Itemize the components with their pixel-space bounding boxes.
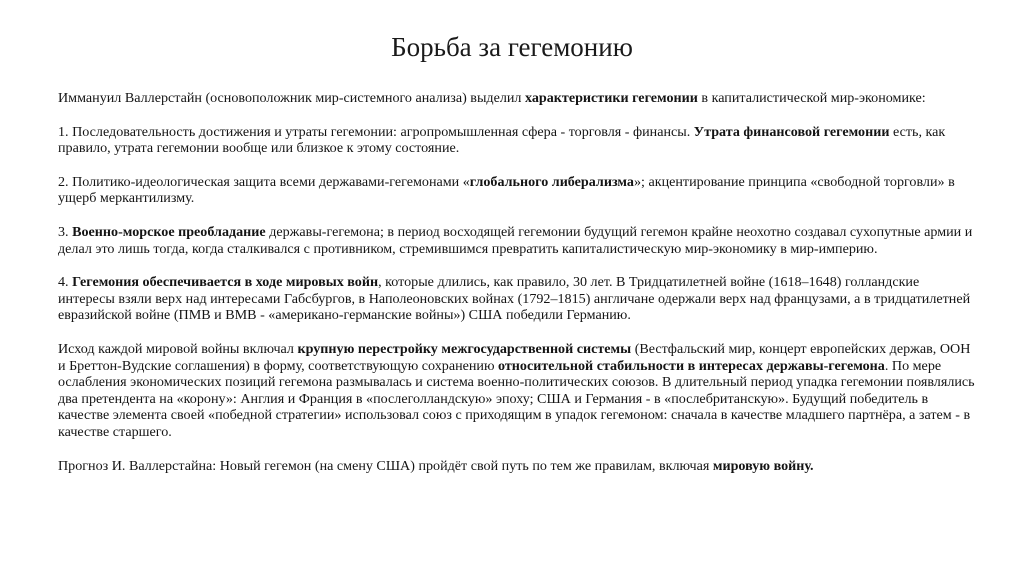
paragraph-point-2: [58, 174, 978, 207]
bold-text-run: относительной стабильности в интересах державы-гегемона: [498, 357, 885, 374]
slide-title: Борьба за гегемонию: [391, 32, 633, 62]
text-run: , которые длились, как правило, 30 лет. В Тридцатилетней войне (1618–1648) голландские интересы взяли верх над интересами Габсбургов, в Наполеоновских войнах (1792–1815) англичане одержали верх над французами, а в тридцатилетней евразийской войне (ПМВ и ВМВ - «американо-германские войны») США победили Германию.: [58, 274, 971, 324]
bold-text-run: Утрата финансовой гегемонии: [693, 123, 890, 140]
text-run: 3.: [58, 223, 73, 240]
text-run: державы-гегемона; в период восходящей гегемонии будущий гегемон крайне неохотно создавал сухопутные армии и делал это лишь тогда, когда сталкивался с противником, стремившимся превратить капиталистическую мир-экономику в мир-империю.: [58, 223, 973, 257]
bold-text-run: мировую войну.: [712, 457, 814, 474]
bold-text-run: крупную перестройку межгосударственной системы: [297, 340, 632, 357]
text-run: Иммануил Валлерстайн (основоположник мир-системного анализа) выделил: [58, 90, 525, 106]
text-run: Исход каждой мировой войны включал: [58, 340, 298, 357]
paragraph-point-1: [58, 124, 978, 157]
bold-text-run: характеристики гегемонии: [524, 90, 698, 106]
bold-text-run: Военно-морское преобладание: [72, 223, 266, 240]
text-run: 4.: [58, 274, 73, 291]
paragraph-outcome: [58, 341, 978, 441]
text-run: 1. Последовательность достижения и утраты гегемонии: агропромышленная сфера - торговля - финансы.: [58, 123, 694, 140]
paragraph-forecast: [58, 458, 978, 475]
text-run: 2. Политико-идеологическая защита всеми державами-гегемонами «: [58, 173, 470, 190]
text-run: есть, как правило, утрата гегемонии вообще или близкое к этому состояние.: [58, 123, 946, 157]
text-run: в капиталистической мир-экономике:: [697, 90, 926, 106]
paragraph-intro: [58, 90, 978, 107]
slide-body: [58, 90, 978, 474]
text-run: Прогноз И. Валлерстайна: Новый гегемон (на смену США) пройдёт свой путь по тем же правилам, включая: [58, 457, 713, 474]
text-run: (Вестфальский мир, концерт европейских держав, ООН и Бреттон-Вудские соглашения) в форму, соответствующую сохранению: [58, 340, 971, 374]
bold-text-run: глобального либерализма: [469, 173, 634, 190]
bold-text-run: Гегемония обеспечивается в ходе мировых войн: [72, 274, 379, 291]
paragraph-point-4: [58, 274, 978, 324]
text-run: . По мере ослабления экономических позиций гегемона размывалась и система военно-политических союзов. В длительный период упадка гегемонии появлялись два претендента на «корону»: Англия и Франция в «послеголландскую» эпоху; США и Германия - в «послебританскую». Будущий победитель в качестве элемента своей «победной стратегии» использовал союз с приходящим в упадок гегемоном: сначала в качестве младшего партнёра, а затем - в качестве старшего.: [58, 357, 975, 440]
paragraph-point-3: [58, 224, 978, 257]
text-run: »; акцентирование принципа «свободной торговли» в ущерб меркантилизму.: [58, 173, 955, 207]
